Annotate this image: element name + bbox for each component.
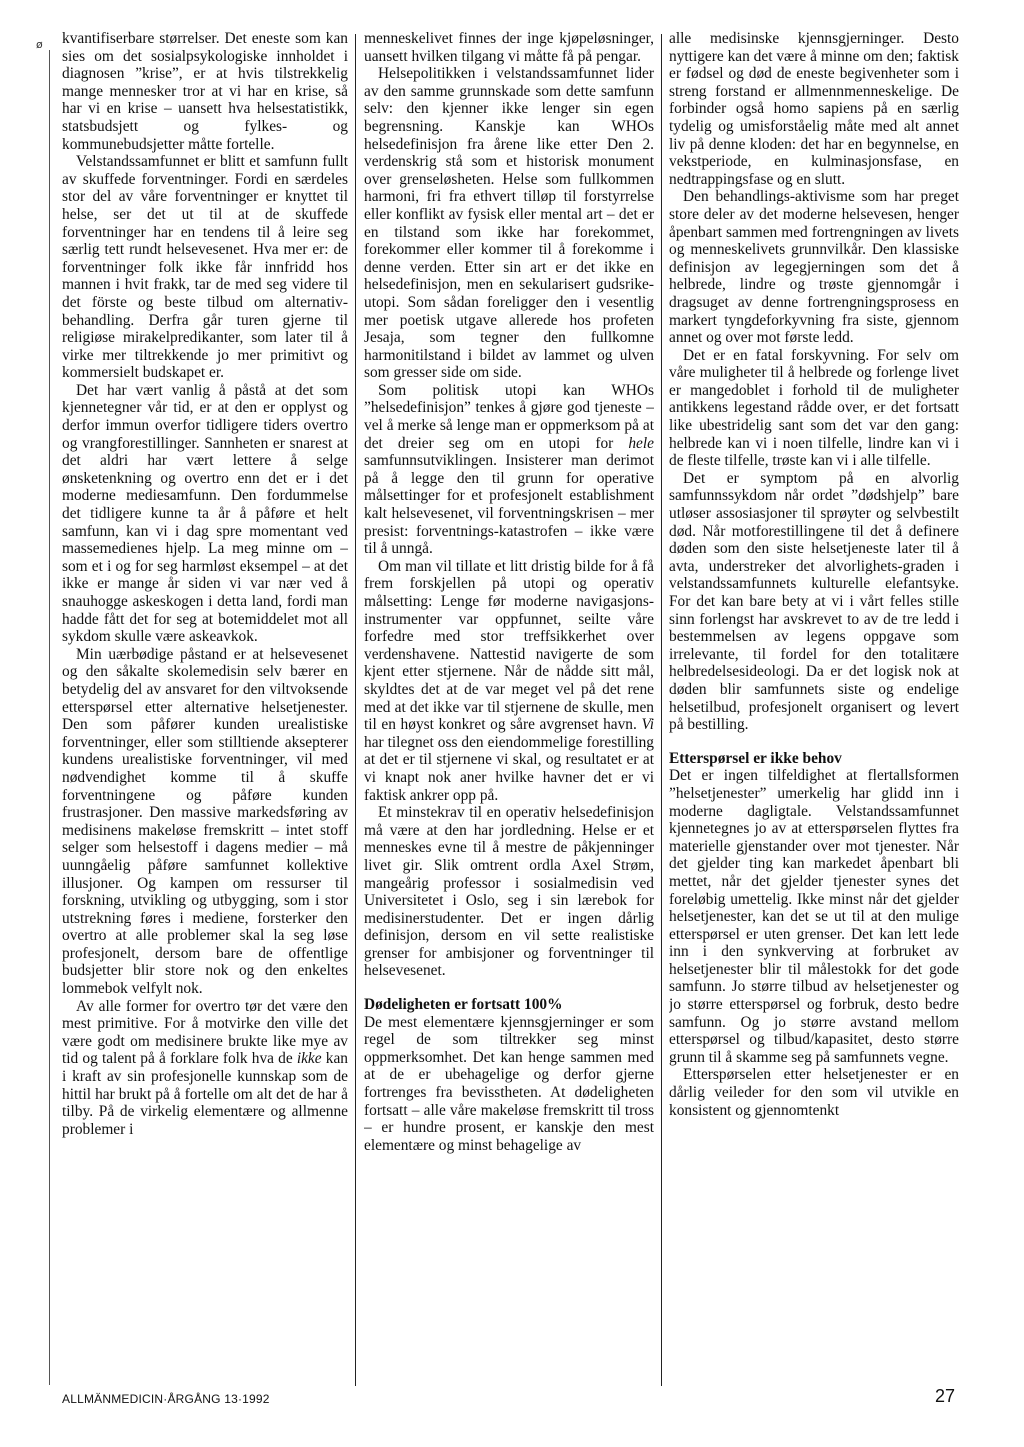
- paragraph: [669, 767, 959, 1066]
- paragraph: [669, 470, 959, 734]
- column-2: [364, 30, 654, 1382]
- paragraph: [62, 30, 348, 153]
- paragraph: [62, 153, 348, 382]
- paragraph-text: Etterspørselen etter helsetjenester er en dårlig veileder for den som vil utvikle en konsistent og gjennomtenkt: [669, 1066, 959, 1119]
- paragraph-text: menneskelivet finnes der inge kjøpeløsninger, uansett hvilken tilgang vi måtte få på pengar.: [364, 30, 654, 65]
- section-heading: Etterspørsel er ikke behov: [669, 749, 842, 767]
- paragraph: [364, 382, 654, 558]
- paragraph-text: Den behandlings-aktivisme som har preget store deler av det moderne helsevesen, henger åpenbart sammen med fortrengningen av livets og menneskelivets grunnvilkår. Den klassiske definisjon av legegjerningen som det å helbrede, lindre og trøste gjennomgår i dragsuget av denne fortrengningsprosess en markert tyngdeforkyvning fra siste, gjennom annet og over mot første ledd.: [669, 188, 959, 347]
- column-3: [669, 30, 959, 1382]
- paragraph: [62, 382, 348, 646]
- paragraph-text: Min uærbødige påstand er at helsevesenet og den såkalte skolemedisin selv bærer en betydelig del av ansvaret for den viltvoksende etterspørsel etter alternative helsetjenester. Den som påfører kunden urealistiske forventninger, eller som stilltiende aksepterer kundens urealistiske forventninger, vil med nødvendighet komme til å skuffe forventningene og påføre kunden frustrasjoner. Den massive markedsføring av medisinens makeløse fremskritt – intet stoff selger som helsestoff i dagens medier – må uunngåelig påføre samfunnet kollektive illusjoner. Og kampen om ressurser til forskning, utvikling og utbygging, som i stor utstrekning føres i mediene, forsterker den overtro at alle problemer skal la seg løse profesjonelt, dersom bare de offentlige budsjetter blir store nok og den enkeltes lommebok velfylt nok.: [62, 645, 348, 998]
- paragraph: [669, 188, 959, 346]
- section-heading: Dødeligheten er fortsatt 100%: [364, 996, 563, 1014]
- paragraph-text: kvantifiserbare størrelser. Det eneste som kan sies om det sosialpsykologiske innholdet i diagnosen ”krise”, er at hvis tilstrekkelig mange mennesker tror at vi har en krise, så har vi en krise – uansett hva helsestatistikk, statsbudsjett og fylkes- og kommunebudsjetter måtte fortelle.: [62, 30, 348, 153]
- paragraph-text: Velstandssamfunnet er blitt et samfunn fullt av skuffede forventninger. Fordi en særdeles stor del av våre forventninger er knyttet til helse, ser det ut til at de skuffede forventninger har en tendens til å leire seg særlig tett rundt helsevesenet. Hva mer er: de forventninger folk ikke får innfridd hos mannen i hvit frakk, tar de med seg videre til det förste og beste tilbud om alternativ-behandling. Derfra går turen gjerne til religiøse mirakelpredikanter, som later til å virke mer tiltrekkende jo mer primitivt og kommersielt budskapet er.: [62, 153, 348, 382]
- emphasis-text: hele: [628, 434, 654, 452]
- margin-rule: [49, 50, 50, 1385]
- paragraph: [62, 646, 348, 998]
- paragraph-text: Det har vært vanlig å påstå at det som kjennetegner vår tid, er at den er opplyst og derfor immun overfor tidligere tiders overtro og vrangforestillinger. Sannheten er snarest at det aldri har vært lettere å selge ønsketenkning og overtro enn det er i det moderne mediesamfunn. Den fordummelse det tidligere kunne ta år å påføre et helt samfunn, kan vi i dag spre momentant ved massemedienes hjelp. La meg minne om – som et i og for seg harmløst eksempel – at det ikke er mange år siden vi var nær ved å snauhogge askeskogen i detta land, fordi man hadde fått det for seg at botemiddelet mot all sykdom skulle være askeavkok.: [62, 381, 348, 646]
- paragraph: [364, 558, 654, 804]
- footer-journal-title: ALLMÄNMEDICIN·ÅRGÅNG 13·1992: [62, 1392, 270, 1406]
- column-divider-1: [355, 34, 356, 1386]
- corner-mark: ø: [36, 38, 43, 51]
- column-1: [62, 30, 348, 1382]
- paragraph: [669, 347, 959, 470]
- paragraph-text: Av alle former for overtro tør det være den mest primitive. For å motvirke den ville det være godt om medisinere brukte like mye av tid og talent på å forklare folk hva de: [62, 997, 348, 1068]
- paragraph-text: samfunnsutviklingen. Insisterer man derimot på å legge den til grunn for operative målsettinger for et profesjonelt establishment kalt helsevesenet, vil forventningskrisen – mer presist: forventnings-katastrofen – ikke være til å unngå.: [364, 452, 654, 558]
- paragraph-text: Helsepolitikken i velstandssamfunnet lider av den samme grunnskade som dette samfunn selv: den kjenner ikke lenger sin egen begrensning. Kanskje kan WHOs helsedefinisjon fra årene like etter Den 2. verdenskrig stå som et historisk monument over grenseløsheten. Helse som fullkommen harmoni, fri fra ethvert tilløp til forstyrrelse eller konflikt av fysisk eller mental art – det er en tilstand som ikke har forekommet, forekommer eller kommer til å forekomme i denne verden. Etter sin art er det ikke en helsedefinisjon, men en sekularisert gudsrike-utopi. Som sådan foreligger den i vesentlig mer poetisk utgave allerede hos profeten Jesaja, som tegner den fullkomne harmonitilstand i bildet av lammet og ulven som gresser side om side.: [364, 65, 654, 382]
- paragraph-text: Om man vil tillate et litt dristig bilde for å få frem forskjellen på utopi og operativ målsetting: Lenge før moderne navigasjons-instrumenter var oppfunnet, seilte våre forfedre med stor treffsikkerhet over verdenshavene. Nattestid navigerte de som kjent etter stjernene. Når de nådde sitt mål, skyldtes det at de var meget vel på det rene med at det ikke var til stjernene de skulle, men til en høyst konkret og såre avgrenset havn.: [364, 557, 654, 734]
- paragraph: [364, 804, 654, 980]
- paragraph: [364, 1014, 654, 1155]
- paragraph: [669, 30, 959, 188]
- paragraph-text: kan i kraft av sin profesjonelle kunnskap som de hittil har brukt på å fortelle om alt det de har å tilby. På de virkelig elementære og allmenne problemer i: [62, 1050, 348, 1138]
- paragraph-text: har tilegnet oss den eiendommelige forestilling at det er til stjernene vi skal, og resultatet er at vi knapt nok aner hvilke havner det er vi faktisk ankrer opp på.: [364, 733, 654, 804]
- emphasis-text: Vi: [641, 716, 654, 734]
- column-divider-2: [661, 34, 662, 1386]
- paragraph-text: Et minstekrav til en operativ helsedefinisjon må være at den har jordledning. Helse er et menneskes evne til å mestre de påkjenninger livet gir. Slik omtrent ordla Axel Strøm, mangeårig professor i sosialmedisin ved Universitetet i Oslo, seg i sin lærebok for medisinerstudenter. Det er ingen dårlig definisjon, dersom en vil sette realistiske grenser for ambisjoner og forventninger til helsevesenet.: [364, 804, 654, 980]
- paragraph: [364, 30, 654, 65]
- emphasis-text: ikke: [296, 1050, 322, 1068]
- paragraph-text: Det er ingen tilfeldighet at flertallsformen ”helsetjenester” umerkelig har glidd inn i moderne dagligtale. Velstandssamfunnet kjennetegnes jo av at etterspørselen flyttes fra materielle gjenstander over mot tjenester. Når det gjelder ting kan markedet åpenbart bli mettet, når det gjelder tjenester synes det foreløbig umettelig. Ikke minst når det gjelder helsetjenester, kan det se ut til at den mulige etterspørsel er uten grenser. Det kan lett lede inn i den synkverving at forbruket av helsetjenester blir til målestokk for det gode samfunn. Jo større tilbud av helsetjenester og jo større etterspørsel og forbruk, desto bedre samfunn. Og jo større avstand mellom etterspørsel og tilbud/kapasitet, desto større grunn til å skamme seg på samfunnets vegne.: [669, 767, 959, 1066]
- paragraph: [669, 1066, 959, 1119]
- paragraph: [62, 998, 348, 1139]
- paragraph-text: Som politisk utopi kan WHOs ”helsedefinisjon” tenkes å gjøre god tjeneste – vel å merke så lenge man er oppmerksom på at det dreier seg om en utopi for: [364, 381, 654, 452]
- paragraph-text: De mest elementære kjennsgjerninger er som regel de som tiltrekker seg minst oppmerksomhet. Det kan henge sammen med at de er ubehagelige og derfor gjerne fortrenges fra bevisstheten. At dødeligheten fortsatt – alle våre makeløse fremskritt til tross – er hundre prosent, er kanskje den mest elementære og minst behagelige av: [364, 1013, 654, 1154]
- paragraph-text: alle medisinske kjennsgjerninger. Desto nyttigere kan det være å minne om den; faktisk er fødsel og død de eneste begivenheter som i streng forstand er allmennmenneskelige. De forbinder også homo sapiens på en særlig tydelig og umisforståelig måte med alt annet liv på denne kloden: det har en begynnelse, en vekstperiode, en kulminasjonsfase, en nedtrappingsfase og en slutt.: [669, 30, 959, 188]
- page-number: 27: [935, 1386, 956, 1406]
- paragraph: [364, 65, 654, 382]
- paragraph-text: Det er en fatal forskyvning. For selv om våre muligheter til å helbrede og forlenge livet er mangedoblet i forhold til de muligheter antikkens legestand rådde over, er det fortsatt like ubestridelig sant som det var den gang: helbrede kan vi i noen tilfelle, lindre kan vi i de fleste tilfelle, trøste kan vi i alle tilfelle.: [669, 346, 959, 470]
- paragraph-text: Det er symptom på en alvorlig samfunnssykdom når ordet ”dødshjelp” bare utløser assosiasjoner til sprøyter og selvbestilt død. Når motforestillingene til det å definere døden som den siste helsetjeneste later til å avta, understreker det alvorlighets-graden i velstandssamfunnets kulturelle elefantsyke. For det kan bare bety at vi i vårt felles stille sinn forlengst har avskrevet to av de tre ledd i bestemmelsen av legens oppgave som irrelevante, til fordel for den totalitære helbredelsesideologi. Da er det logisk nok at døden blir samfunnets siste og endelige helsetilbud, profesjonelt organisert og levert på bestilling.: [669, 469, 959, 734]
